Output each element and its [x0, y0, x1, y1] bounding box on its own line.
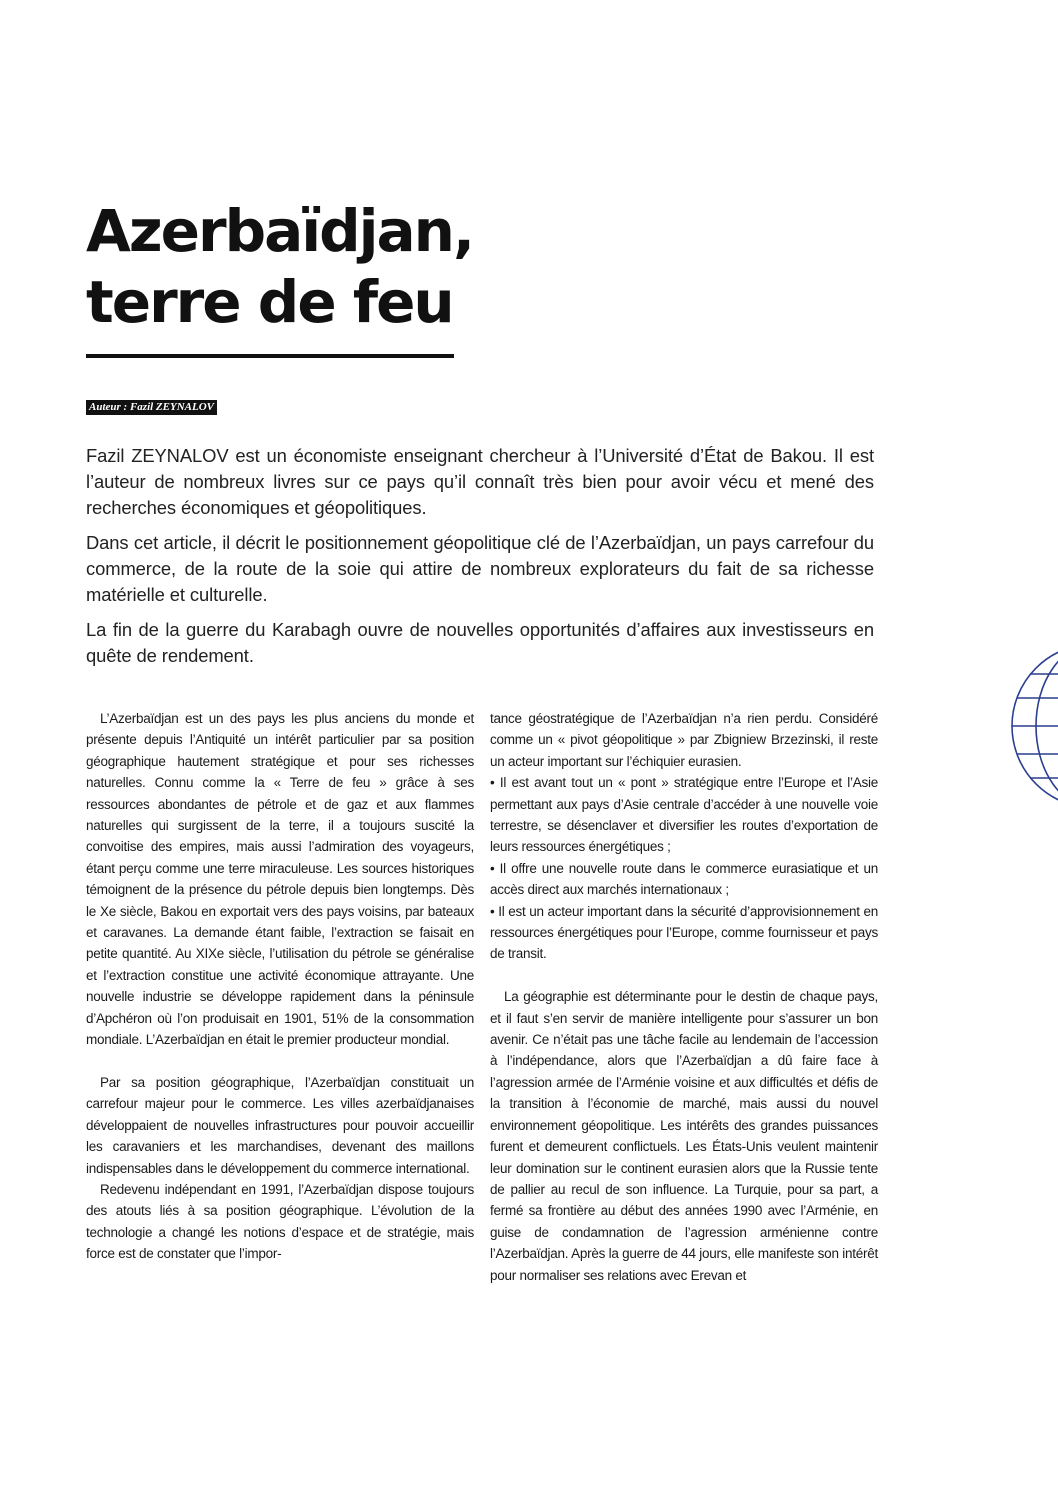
body-paragraph: La géographie est déterminante pour le destin de chaque pays, et il faut s’en servir de manière intelligente pour s’assurer un bon avenir. Ce n’était pas une tâche facile au lendemain de l’accession à l’indépendance, alors que l’Azerbaïdjan a dû faire face à l’agression armée de l’Arménie voisine et aux difficultés et défis de la transition à l’économie de marché, mais aussi du nouvel environnement géopolitique. Les intérêts des grandes puissances furent et demeurent conflictuels. Les États-Unis veulent maintenir leur domination sur le continent eurasien alors que la Russie tente de pallier au recul de son influence. La Turquie, pour sa part, a fermé sa frontière au début des années 1990 avec l’Arménie, en guise de condamnation de l’agression arménienne contre l’Azerbaïdjan. Après la guerre de 44 jours, elle manifeste son intérêt pour normaliser ses relations avec Erevan et: [490, 989, 878, 1283]
left-column: [86, 708, 474, 1265]
body-paragraph: Redevenu indépendant en 1991, l’Azerbaïdjan dispose toujours des atouts liés à sa position géographique. L’évolution de la technologie a changé les notions d’espace et de stratégie, mais force est de constater que l’impor-: [86, 1181, 474, 1262]
globe-icon: [1006, 640, 1058, 812]
body-paragraph: tance géostratégique de l’Azerbaïdjan n’a rien perdu. Considéré comme un « pivot géopolitique » par Zbigniew Brzezinski, il reste un acteur important sur l’échiquier eurasien.: [490, 711, 878, 769]
bullet-item: • Il est avant tout un « pont » stratégique entre l’Europe et l’Asie permettant aux pays d’Asie centrale d’accéder à une nouvelle voie terrestre, se désenclaver et diversifier les routes d’exportation de leurs ressources énergétiques ;: [490, 775, 878, 855]
title-line-1: Azerbaïdjan,: [86, 197, 473, 265]
author-label: Auteur : Fazil ZEYNALOV: [86, 400, 217, 415]
body-paragraph: Par sa position géographique, l’Azerbaïdjan constituait un carrefour majeur pour le commerce. Les villes azerbaïdjanaises développaient de nouvelles infrastructures pour pouvoir accueillir les caravaniers et les marchandises, devenant des maillons indispensables dans le développement du commerce international.: [86, 1074, 474, 1176]
intro-paragraph: La fin de la guerre du Karabagh ouvre de nouvelles opportunités d’affaires aux investisseurs en quête de rendement.: [86, 619, 874, 666]
article-title: [86, 196, 473, 338]
intro-paragraph: Fazil ZEYNALOV est un économiste enseignant chercheur à l’Université d’État de Bakou. Il est l’auteur de nombreux livres sur ce pays qu’il connaît très bien pour avoir vécu et mené des recherches économiques et géopolitiques.: [86, 445, 874, 518]
title-line-2: terre de feu: [86, 267, 453, 336]
intro-block: [86, 443, 874, 678]
bullet-item: • Il est un acteur important dans la sécurité d’approvisionnement en ressources énergétiques pour l’Europe, comme fournisseur et pays de transit.: [490, 903, 878, 962]
bullet-item: • Il offre une nouvelle route dans le commerce eurasiatique et un accès direct aux marchés internationaux ;: [490, 860, 878, 898]
right-column: [490, 708, 878, 1286]
intro-paragraph: Dans cet article, il décrit le positionnement géopolitique clé de l’Azerbaïdjan, un pays carrefour du commerce, de la route de la soie qui attire de nombreux explorateurs du fait de sa richesse matérielle et culturelle.: [86, 532, 874, 605]
body-paragraph: L’Azerbaïdjan est un des pays les plus anciens du monde et présente depuis l’Antiquité un intérêt particulier par sa position géographique hautement stratégique et pour ses richesses naturelles. Connu comme la « Terre de feu » grâce à ses ressources abondantes de pétrole et de gaz et aux flammes naturelles qui surgissent de la terre, il a toujours suscité la convoitise des empires, mais aussi l’admiration des voyageurs, étant perçu comme une terre miraculeuse. Les sources historiques témoignent de la présence du pétrole depuis bien longtemps. Dès le Xe siècle, Bakou en exportait vers des pays voisins, par bateaux et caravanes. La demande étant faible, l’extraction se faisait en petite quantité. Au XIXe siècle, l’utilisation du pétrole se généralise et l’extraction constitue une activité économique attrayante. Une nouvelle industrie se développe rapidement dans la péninsule d’Apchéron où l’on produisait en 1901, 51% de la consommation mondiale. L’Azerbaïdjan en était le premier producteur mondial.: [86, 711, 474, 1048]
title-underline: [86, 354, 454, 358]
